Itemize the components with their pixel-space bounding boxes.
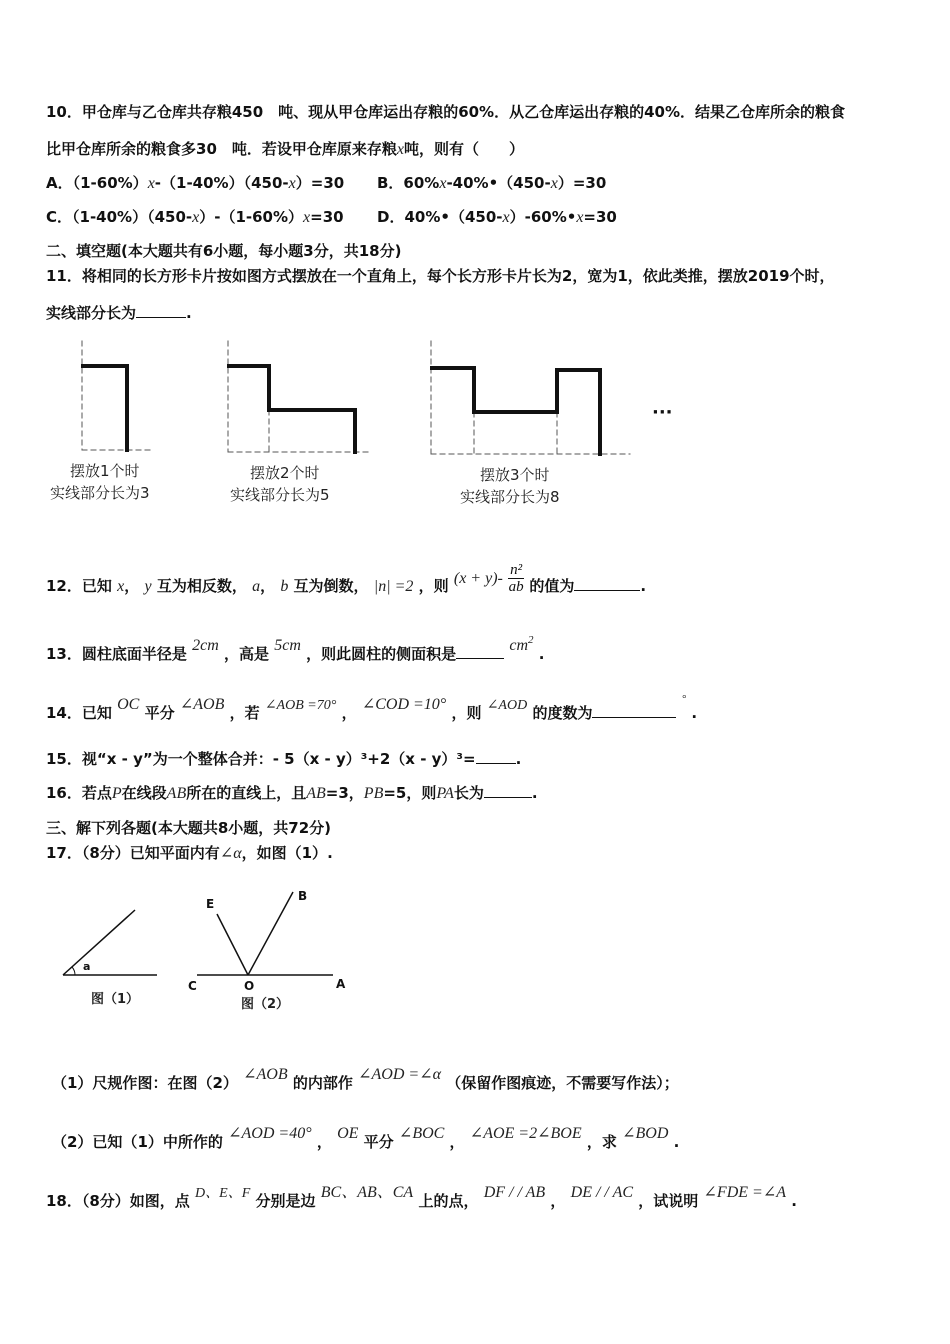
- q17-figures: [55, 880, 365, 1020]
- q17-point-b: B: [298, 889, 308, 903]
- q17-stem: 17．（8分）已知平面内有∠α，如图（1）.: [46, 844, 333, 862]
- q14: 14．已知 OC 平分 ∠AOB ，若 ∠AOB =70° ， ∠COD =10° ，则 ∠AOD 的度数为 ° .: [46, 693, 698, 722]
- section3-heading: 三、解下列各题(本大题共8小题，共72分): [46, 819, 332, 837]
- q11-fig1-caption2: 实线部分长为3: [50, 484, 150, 502]
- q17-point-o: O: [244, 979, 255, 993]
- answer-blank[interactable]: [476, 749, 516, 764]
- q15: 15．视“x - y”为一个整体合并：- 5（x - y）³+2（x - y）³= .: [46, 750, 522, 768]
- q11-line1: 11．将相同的长方形卡片按如图方式摆放在一个直角上，每个长方形卡片长为2，宽为1，依此类推，摆放2019个时，: [46, 267, 835, 285]
- q11-fig3-caption1: 摆放3个时: [480, 466, 550, 484]
- q18: 18．（8分）如图，点 D、E、F 分别是边 BC、AB、CA 上的点， DF / / AB ， DE / / AC ，试说明 ∠FDE =∠A .: [46, 1184, 797, 1210]
- answer-blank[interactable]: [136, 303, 186, 318]
- q17-point-e: E: [206, 897, 215, 911]
- q11-ellipsis: ···: [652, 402, 673, 423]
- answer-blank[interactable]: [456, 644, 504, 659]
- q10-line2: 比甲仓库所余的粮食多30 吨．若设甲仓库原来存粮x吨，则有（ ）: [46, 140, 525, 158]
- q17-fig1-angle-label: a: [83, 960, 91, 973]
- q17-point-a: A: [336, 977, 346, 991]
- q10-option-d: D．40%•（450-x）-60%•x=30: [377, 208, 617, 226]
- q11-fig3: [431, 341, 630, 454]
- q10-option-b: B．60%x-40%•（450-x）=30: [377, 174, 607, 192]
- q17-point-c: C: [188, 979, 197, 993]
- q17-fig1: [63, 910, 157, 1007]
- q17-fig2-caption: 图（2）: [241, 997, 290, 1012]
- q11-figure: [40, 338, 700, 518]
- q10-line1: 10．甲仓库与乙仓库共存粮450 吨、现从甲仓库运出存粮的60%．从乙仓库运出存粮的40%．结果乙仓库所余的粮食: [46, 103, 845, 121]
- q10-option-a: A．（1-60%）x-（1-40%）（450-x）=30: [46, 174, 345, 192]
- q11-fig2: [228, 341, 370, 452]
- q10-option-c: C．（1-40%）（450-x）-（1-60%）x=30: [46, 208, 344, 226]
- q17-part2: （2）已知（1）中所作的 ∠AOD =40° ， OE 平分 ∠BOC ， ∠AOE =2∠BOE ，求 ∠BOD .: [52, 1125, 680, 1151]
- answer-blank[interactable]: [484, 783, 532, 798]
- section2-heading: 二、填空题(本大题共有6小题，每小题3分，共18分): [46, 242, 402, 260]
- q17-fig2: [188, 889, 346, 1012]
- q11-fig2-caption1: 摆放2个时: [250, 464, 320, 482]
- q13: 13．圆柱底面半径是 2cm ，高是 5cm ，则此圆柱的侧面积是 $cm^2$ .: [46, 634, 545, 663]
- answer-blank[interactable]: [574, 576, 640, 591]
- answer-blank[interactable]: [592, 703, 676, 718]
- q11-fig2-caption2: 实线部分长为5: [230, 486, 330, 504]
- q17-part1: （1）尺规作图：在图（2） ∠AOB 的内部作 ∠AOD =∠α （保留作图痕迹，不需要写作法）；: [52, 1066, 679, 1092]
- q11-fig1-caption1: 摆放1个时: [70, 462, 140, 480]
- q16: 16．若点P在线段AB所在的直线上，且AB=3，PB=5，则PA长为 .: [46, 784, 538, 802]
- q12: 12．已知 x， y 互为相反数， a， b 互为倒数， |n| =2 ，则 (x + y)- $\frac{\text{n²}}{ab}$ 的值为 .: [46, 562, 647, 595]
- q11-fig3-caption2: 实线部分长为8: [460, 488, 560, 506]
- q17-fig1-caption: 图（1）: [91, 992, 140, 1007]
- q11-fig1: [82, 341, 150, 450]
- q11-line2: 实线部分长为 .: [46, 304, 192, 322]
- q12-fraction: $\frac{\text{n²}}{ab}$: [508, 562, 524, 595]
